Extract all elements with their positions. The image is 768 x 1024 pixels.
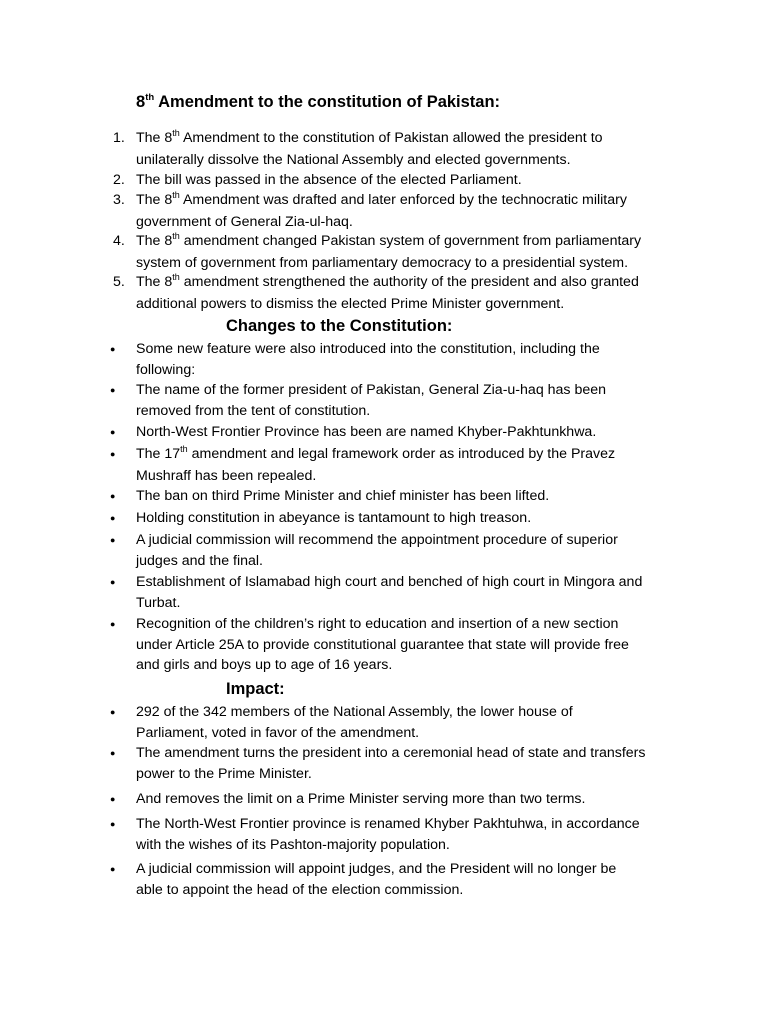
- bullet-item: The 17th amendment and legal framework order as introduced by the Pravez Mushraff has been repealed.: [136, 444, 616, 484]
- numbered-item: The 8th Amendment was drafted and later enforced by the technocratic military government of General Zia-ul-haq.: [136, 190, 627, 230]
- list-number: 3.: [113, 192, 125, 208]
- numbered-item: The 8th amendment strengthened the authority of the president and also granted additional powers to dismiss the elected Prime Minister government.: [136, 272, 639, 312]
- numbered-item: The bill was passed in the absence of the elected Parliament.: [136, 172, 522, 188]
- changes-heading: Changes to the Constitution:: [226, 317, 453, 335]
- bullet-item: A judicial commission will recommend the appointment procedure of superior judges and the final.: [136, 532, 618, 569]
- bullet-item: Establishment of Islamabad high court and benched of high court in Mingora and Turbat.: [136, 574, 643, 611]
- bullet-marker: ●: [110, 427, 116, 437]
- bullet-marker: ●: [110, 619, 116, 629]
- bullet-item: Recognition of the children’s right to education and insertion of a new section under Article 25A to provide constitutional guarantee that state will provide free and girls and boys up to age of 16 years.: [136, 616, 629, 673]
- bullet-marker: ●: [110, 748, 116, 758]
- bullet-item: A judicial commission will appoint judges, and the President will no longer be able to appoint the head of the election commission.: [136, 861, 617, 898]
- bullet-marker: ●: [110, 864, 116, 874]
- list-number: 4.: [113, 233, 125, 249]
- document-title: 8th Amendment to the constitution of Pakistan:: [136, 92, 501, 111]
- bullet-marker: ●: [110, 794, 116, 804]
- bullet-marker: ●: [110, 491, 116, 501]
- bullet-item: The North-West Frontier province is renamed Khyber Pakhtuhwa, in accordance with the wishes of its Pashton-majority population.: [136, 816, 640, 853]
- bullet-marker: ●: [110, 577, 116, 587]
- list-number: 5.: [113, 274, 125, 290]
- impact-heading: Impact:: [226, 680, 285, 698]
- bullet-item: And removes the limit on a Prime Minister serving more than two terms.: [136, 791, 586, 807]
- bullet-item: The amendment turns the president into a ceremonial head of state and transfers power to the Prime Minister.: [136, 745, 646, 782]
- bullet-item: North-West Frontier Province has been are named Khyber-Pakhtunkhwa.: [136, 424, 597, 440]
- bullet-marker: ●: [110, 385, 116, 395]
- bullet-item: The ban on third Prime Minister and chief minister has been lifted.: [136, 488, 550, 504]
- bullet-item: 292 of the 342 members of the National Assembly, the lower house of Parliament, voted in favor of the amendment.: [136, 704, 573, 741]
- list-number: 2.: [113, 172, 125, 188]
- bullet-marker: ●: [110, 449, 116, 459]
- list-number: 1.: [113, 130, 125, 146]
- bullet-marker: ●: [110, 513, 116, 523]
- bullet-item: Holding constitution in abeyance is tantamount to high treason.: [136, 510, 532, 526]
- numbered-item: The 8th amendment changed Pakistan system of government from parliamentary system of government from parliamentary democracy to a presidential system.: [136, 231, 642, 271]
- bullet-item: The name of the former president of Pakistan, General Zia-u-haq has been removed from the tent of constitution.: [136, 382, 607, 419]
- bullet-marker: ●: [110, 344, 116, 354]
- bullet-marker: ●: [110, 535, 116, 545]
- numbered-item: The 8th Amendment to the constitution of Pakistan allowed the president to unilaterally dissolve the National Assembly and elected governments.: [136, 128, 603, 168]
- bullet-marker: ●: [110, 819, 116, 829]
- bullet-marker: ●: [110, 707, 116, 717]
- bullet-item: Some new feature were also introduced into the constitution, including the following:: [136, 341, 600, 378]
